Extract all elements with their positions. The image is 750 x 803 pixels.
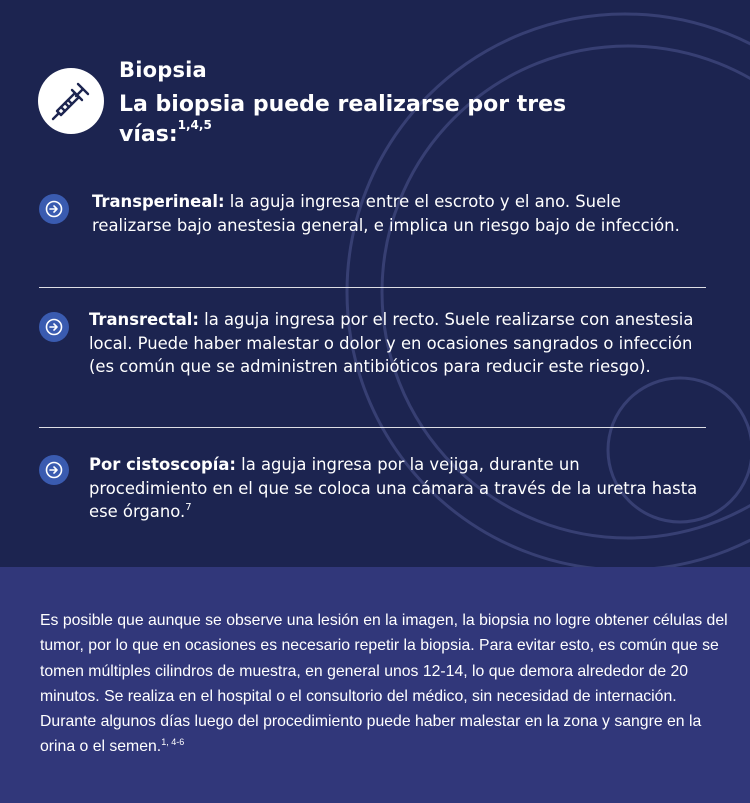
item-description <box>89 308 699 379</box>
item-term: Transrectal: <box>89 310 199 329</box>
footnote-paragraph <box>40 608 730 760</box>
info-footer <box>0 567 750 803</box>
item-description <box>92 190 699 237</box>
page-title <box>119 90 589 150</box>
arrow-right-circle-icon <box>45 318 63 336</box>
bullet-badge <box>39 312 69 342</box>
item-body: la aguja ingresa por el recto. Suele realizarse con anestesia local. Puede haber malestar o dolor y en ocasiones sangrados o infección (es común que se administren antibióticos para reducir este riesgo). <box>89 310 694 376</box>
footnote-references: 1, 4-6 <box>161 737 185 748</box>
item-body: la aguja ingresa por la vejiga, durante un procedimiento en el que se coloca una cámara a través de la uretra hasta ese órgano. <box>89 455 698 521</box>
list-item-transrectal <box>39 308 699 379</box>
list-item-cistoscopia <box>39 453 699 524</box>
item-term: Por cistoscopía: <box>89 455 236 474</box>
section-title: Biopsia <box>119 58 207 82</box>
bullet-badge <box>39 194 69 224</box>
arrow-right-circle-icon <box>45 461 63 479</box>
headline-references: 1,4,5 <box>177 118 212 132</box>
item-term: Transperineal: <box>92 192 225 211</box>
bullet-badge <box>39 455 69 485</box>
syringe-badge <box>38 68 104 134</box>
item-body: la aguja ingresa entre el escroto y el ano. Suele realizarse bajo anestesia general, e implica un riesgo bajo de infección. <box>92 192 680 235</box>
list-item-transperineal <box>39 190 699 237</box>
divider <box>39 287 706 288</box>
footnote-text: Es posible que aunque se observe una lesión en la imagen, la biopsia no logre obtener células del tumor, por lo que en ocasiones es necesario repetir la biopsia. Para evitar esto, es común que se tomen múltiples cilindros de muestra, en general unos 12-14, lo que demora alrededor de 20 minutos. Se realiza en el hospital o el consultorio del médico, sin necesidad de internación. Durante algunos días luego del procedimiento puede haber malestar en la zona y sangre en la orina o el semen. <box>40 612 728 756</box>
syringe-icon <box>48 78 94 124</box>
item-description <box>89 453 699 524</box>
divider <box>39 427 706 428</box>
headline-text: La biopsia puede realizarse por tres vías: <box>119 92 567 147</box>
item-references: 7 <box>185 502 192 513</box>
arrow-right-circle-icon <box>45 200 63 218</box>
